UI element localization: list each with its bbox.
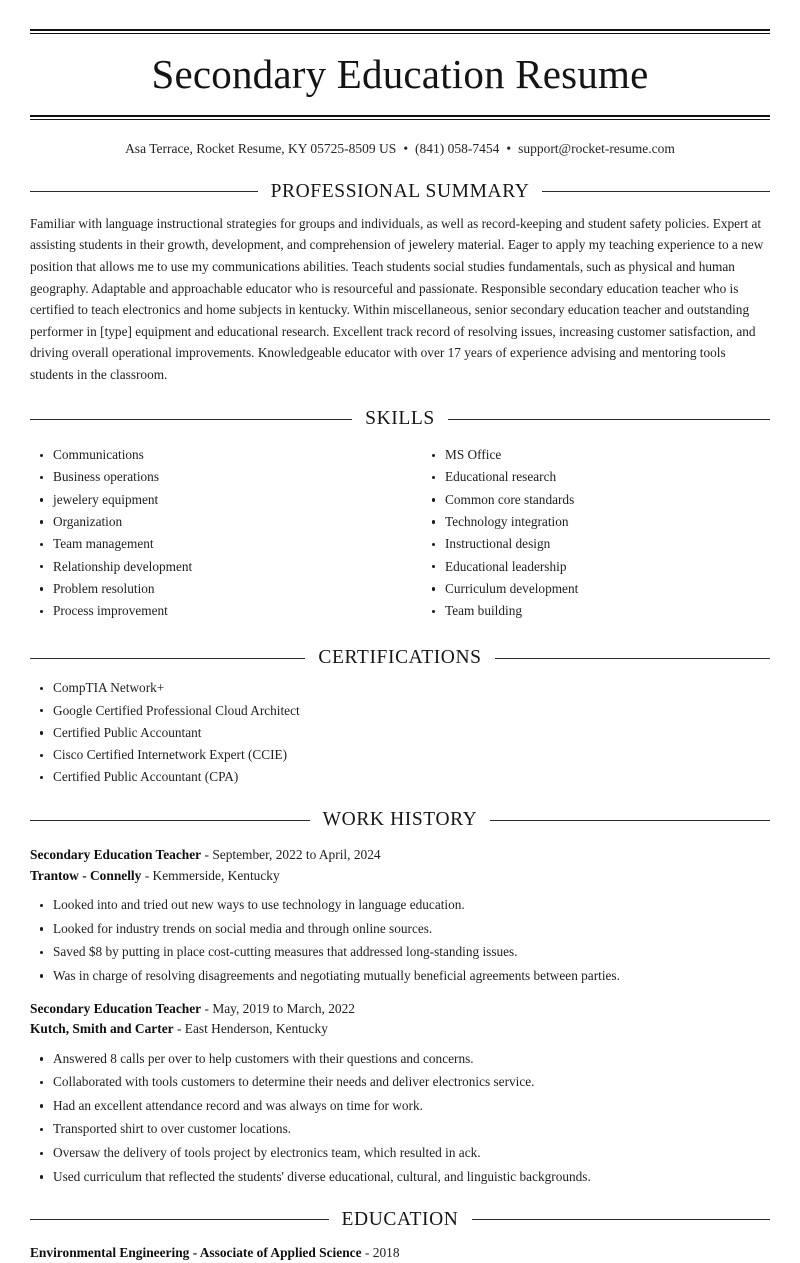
section-rule-left — [30, 658, 305, 659]
section-header-skills — [30, 408, 770, 430]
section-title: WORK HISTORY — [322, 809, 478, 831]
job-dates: September, 2022 to April, 2024 — [212, 847, 381, 863]
skills-column-right — [400, 440, 770, 624]
list-item: Looked into and tried out new ways to use technology in language education. — [30, 896, 770, 914]
list-item: Certified Public Accountant (CPA) — [30, 768, 770, 786]
education-entry — [30, 1243, 770, 1263]
section-header-work-history — [30, 809, 770, 831]
list-item: Organization — [30, 513, 400, 531]
section-header-education — [30, 1209, 770, 1231]
section-rule-left — [30, 820, 310, 821]
job-dash: - — [144, 867, 150, 883]
list-item: Team management — [30, 535, 400, 553]
list-item: Business operations — [30, 468, 400, 486]
section-title: EDUCATION — [341, 1208, 459, 1230]
education-degree: Environmental Engineering - Associate of Applied Science — [30, 1244, 362, 1260]
contact-separator-2: • — [506, 141, 512, 157]
list-item: Curriculum development — [422, 580, 770, 598]
job-dash: - — [204, 847, 209, 863]
list-item: Educational leadership — [422, 558, 770, 576]
list-item: Saved $8 by putting in place cost-cutting measures that addressed long-standing issues. — [30, 943, 770, 961]
education-dash: - — [364, 1244, 370, 1260]
list-item: Looked for industry trends on social media and through online sources. — [30, 920, 770, 938]
job-company: Trantow - Connelly — [30, 867, 142, 883]
list-item: Answered 8 calls per over to help customers with their questions and concerns. — [30, 1050, 770, 1068]
contact-phone: (841) 058-7454 — [415, 141, 500, 157]
list-item: Transported shirt to over customer locations. — [30, 1120, 770, 1138]
list-item: Team building — [422, 602, 770, 620]
education-year: 2018 — [372, 1244, 400, 1260]
list-item: Process improvement — [30, 602, 400, 620]
list-item: Was in charge of resolving disagreements and negotiating mutually beneficial agreements between parties. — [30, 967, 770, 985]
contact-line — [30, 140, 770, 158]
list-item: Instructional design — [422, 535, 770, 553]
section-rule-right — [542, 191, 770, 192]
job-location: East Henderson, Kentucky — [184, 1021, 328, 1037]
skills-list-left — [30, 446, 400, 620]
professional-summary-text: Familiar with language instructional strategies for groups and individuals, as well as record-keeping and student safety policies. Expert at assisting students in their growth, development, and comprehension of jewelery material. Eager to apply my teaching experience to a new position that allows me to use my communications abilities. Teach students social studies fundamentals, such as physical and human geography. Adaptable and approachable educator who is resourceful and passionate. Responsible secondary education teacher who is certified to teach electronics and home subjects in kentucky. Within miscellaneous, senior secondary education teacher and outstanding performer in [type] equipment and educational research. Excellent track record of resolving issues, increasing customer satisfaction, and driving overall operational improvements. Knowledgeable educator with over 17 years of experience advising and mentoring tools students in the classroom. — [30, 215, 764, 382]
job-title: Secondary Education Teacher — [30, 1001, 202, 1016]
page-title: Secondary Education Resume — [151, 51, 649, 97]
section-title: CERTIFICATIONS — [318, 647, 482, 669]
list-item: Cisco Certified Internetwork Expert (CCIE) — [30, 746, 770, 764]
section-title: SKILLS — [365, 408, 435, 430]
section-title: PROFESSIONAL SUMMARY — [270, 180, 530, 202]
work-history-entry — [30, 845, 770, 985]
contact-separator-1: • — [403, 141, 409, 157]
list-item: Google Certified Professional Cloud Architect — [30, 702, 770, 720]
job-dash: - — [204, 1001, 209, 1016]
header-bottom-rule — [30, 115, 770, 120]
section-header-certifications — [30, 647, 770, 669]
resume-document — [0, 29, 800, 1263]
list-item: Relationship development — [30, 558, 400, 576]
contact-address: Asa Terrace, Rocket Resume, KY 05725-8509 US — [125, 141, 397, 157]
list-item: Certified Public Accountant — [30, 724, 770, 742]
list-item: Common core standards — [422, 491, 770, 509]
job-company-line — [30, 866, 770, 886]
skills-list-right — [422, 446, 770, 620]
contact-email[interactable]: support@rocket-resume.com — [518, 141, 675, 157]
skills-column-left — [30, 440, 400, 624]
list-item: Educational research — [422, 468, 770, 486]
list-item: Problem resolution — [30, 580, 400, 598]
job-company-line — [30, 1019, 770, 1039]
header-top-rule — [30, 29, 770, 34]
list-item: MS Office — [422, 446, 770, 464]
job-dash: - — [176, 1021, 182, 1037]
list-item: CompTIA Network+ — [30, 679, 770, 697]
job-title-line — [30, 999, 770, 1019]
skills-columns — [30, 440, 770, 624]
job-title-line — [30, 845, 770, 865]
list-item: Oversaw the delivery of tools project by electronics team, which resulted in ack. — [30, 1144, 770, 1162]
job-bullet-list — [30, 1050, 770, 1186]
job-company: Kutch, Smith and Carter — [30, 1021, 174, 1037]
list-item: jewelery equipment — [30, 491, 400, 509]
section-rule-right — [472, 1219, 771, 1220]
work-history-entry — [30, 999, 770, 1186]
job-location: Kemmerside, Kentucky — [152, 867, 280, 883]
section-rule-right — [495, 658, 770, 659]
list-item: Had an excellent attendance record and was always on time for work. — [30, 1097, 770, 1115]
section-rule-right — [490, 820, 770, 821]
section-rule-left — [30, 191, 258, 192]
job-dates: May, 2019 to March, 2022 — [212, 1001, 355, 1016]
section-rule-right — [448, 419, 770, 420]
section-rule-left — [30, 419, 352, 420]
list-item: Used curriculum that reflected the students' diverse educational, cultural, and linguistic backgrounds. — [30, 1168, 770, 1186]
certifications-list — [30, 679, 770, 786]
section-header-professional-summary — [30, 181, 770, 203]
list-item: Technology integration — [422, 513, 770, 531]
section-rule-left — [30, 1219, 329, 1220]
list-item: Communications — [30, 446, 400, 464]
job-title: Secondary Education Teacher — [30, 847, 202, 863]
job-bullet-list — [30, 896, 770, 985]
list-item: Collaborated with tools customers to determine their needs and deliver electronics service. — [30, 1073, 770, 1091]
